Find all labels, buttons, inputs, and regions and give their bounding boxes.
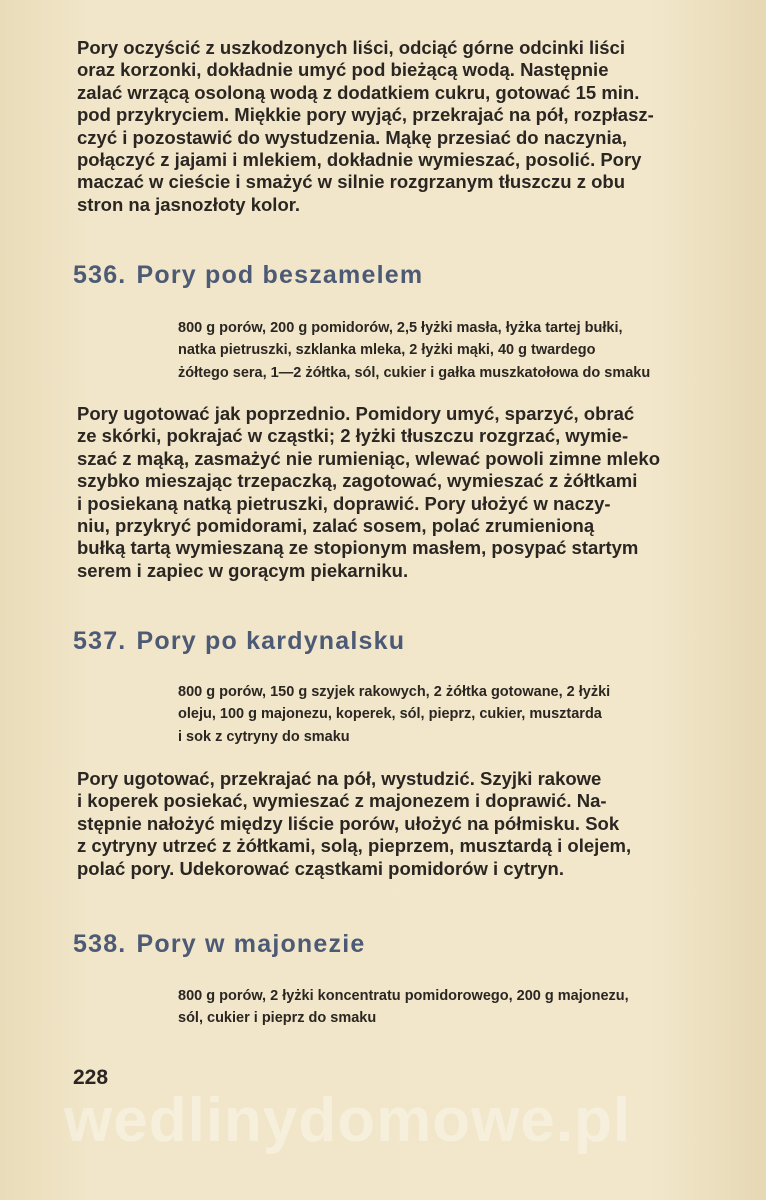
text-line: szybko mieszając trzepaczką, zagotować, wymieszać z żółtkami [77,470,638,492]
page-number: 228 [73,1066,109,1089]
text-line: stron na jasnozłoty kolor. [77,193,301,215]
intro-paragraph [77,37,727,216]
recipe-title: Pory w majonezie [136,930,366,958]
text-line: zalać wrzącą osoloną wodą z dodatkiem cukru, gotować 15 min. [77,81,640,103]
text-line: i posiekaną natką pietruszki, doprawić. Pory ułożyć w naczy- [77,492,611,514]
text-line: pod przykryciem. Miękkie pory wyjąć, przekrajać na pół, rozpłasz- [77,104,654,126]
ingredient-line: żółtego sera, 1—2 żółtka, sól, cukier i gałka muszkatołowa do smaku [178,364,651,381]
text-line: czyć i pozostawić do wystudzenia. Mąkę przesiać do naczynia, [77,126,628,148]
recipe-number: 536. [73,261,127,289]
recipe-heading-537 [73,627,405,656]
recipe-number: 538. [73,930,127,958]
ingredient-line: sól, cukier i pieprz do smaku [178,1010,377,1027]
text-line: polać pory. Udekorować cząstkami pomidorów i cytryn. [77,857,564,879]
ingredient-line: 800 g porów, 200 g pomidorów, 2,5 łyżki masła, łyżka tartej bułki, [178,320,623,336]
ingredient-line: natka pietruszki, szklanka mleka, 2 łyżki mąki, 40 g twardego [178,342,596,359]
text-line: bułką tartą wymieszaną ze stopionym masłem, posypać startym [77,537,639,559]
text-line: Pory oczyścić z uszkodzonych liści, odciąć górne odcinki liści [77,37,625,58]
recipe-title: Pory po kardynalsku [136,627,406,655]
recipe-ingredients-537 [178,681,726,748]
text-line: ze skórki, pokrajać w cząstki; 2 łyżki tłuszczu rozgrzać, wymie- [77,425,629,447]
text-line: szać z mąką, zasmażyć nie rumieniąc, wlewać powoli zimne mleko [77,447,660,469]
ingredient-line: 800 g porów, 2 łyżki koncentratu pomidorowego, 200 g majonezu, [178,988,629,1004]
text-line: niu, przykryć pomidorami, zalać sosem, polać zrumienioną [77,515,595,537]
text-line: maczać w cieście i smażyć w silnie rozgrzanym tłuszczu z obu [77,171,626,193]
recipe-heading-536 [73,261,423,290]
text-line: z cytryny utrzeć z żółtkami, solą, pieprzem, musztardą i olejem, [77,835,632,857]
recipe-heading-538 [73,930,365,959]
text-line: połączyć z jajami i mlekiem, dokładnie wymieszać, posolić. Pory [77,149,642,171]
text-line: Pory ugotować, przekrajać na pół, wystudzić. Szyjki rakowe [77,768,602,789]
text-line: i koperek posiekać, wymieszać z majonezem i doprawić. Na- [77,790,607,812]
ingredient-line: i sok z cytryny do smaku [178,728,350,745]
watermark: wedlinydomowe.pl [64,1086,632,1155]
recipe-method-537 [77,768,727,880]
ingredient-line: 800 g porów, 150 g szyjek rakowych, 2 żółtka gotowane, 2 łyżki [178,684,611,700]
text-line: serem i zapiec w gorącym piekarniku. [77,559,409,581]
text-line: oraz korzonki, dokładnie umyć pod bieżącą wodą. Następnie [77,59,609,81]
text-line: stępnie nałożyć między liście porów, ułożyć na półmisku. Sok [77,812,620,834]
ingredient-line: oleju, 100 g majonezu, koperek, sól, pieprz, cukier, musztarda [178,706,602,723]
recipe-number: 537. [73,627,127,655]
recipe-ingredients-538 [178,985,726,1030]
text-line: Pory ugotować jak poprzednio. Pomidory umyć, sparzyć, obrać [77,403,635,424]
recipe-title: Pory pod beszamelem [136,261,424,289]
recipe-ingredients-536 [178,317,726,384]
recipe-method-536 [77,403,727,582]
